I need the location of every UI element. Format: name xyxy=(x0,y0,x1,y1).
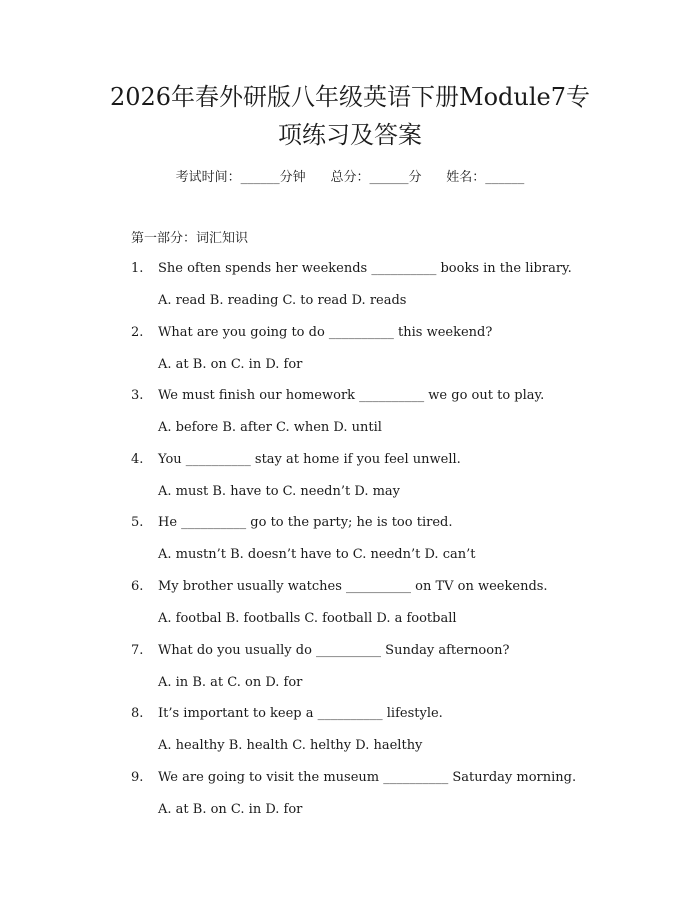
question-item xyxy=(131,322,611,386)
question-number: 8. xyxy=(131,706,144,722)
question-number: 3. xyxy=(131,388,144,404)
question-options: A. read B. reading C. to read D. reads xyxy=(158,293,407,308)
question-text: He __________ go to the party; he is too tired. xyxy=(158,515,453,531)
question-number: 4. xyxy=(131,451,144,467)
question-text-line xyxy=(131,640,509,662)
question-options: A. at B. on C. in D. for xyxy=(158,356,303,372)
question-text-line xyxy=(131,449,461,471)
question-text-line xyxy=(131,576,548,598)
question-text: We are going to visit the museum __________ Saturday morning. xyxy=(158,769,577,785)
question-text: You __________ stay at home if you feel unwell. xyxy=(158,451,461,467)
question-item xyxy=(131,767,611,831)
question-text-line xyxy=(131,512,452,534)
section-title: 第一部分：词汇知识 xyxy=(131,231,249,246)
time-label: 考试时间：______分钟 xyxy=(175,170,306,185)
question-number: 7. xyxy=(131,642,144,658)
title-line-2: 项练习及答案 xyxy=(278,121,422,149)
question-options: A. before B. after C. when D. until xyxy=(158,420,382,436)
question-number: 9. xyxy=(131,769,144,785)
question-number: 2. xyxy=(131,324,144,340)
question-text-line xyxy=(131,703,443,725)
question-number: 5. xyxy=(131,515,144,531)
question-number: 6. xyxy=(131,578,144,594)
name-label: 姓名：______ xyxy=(446,170,525,185)
document-title xyxy=(60,78,640,154)
question-item xyxy=(131,703,611,767)
question-item xyxy=(131,512,611,576)
question-item xyxy=(131,258,611,322)
question-list xyxy=(131,258,611,830)
question-text-line xyxy=(131,385,544,407)
question-item xyxy=(131,576,611,640)
question-text: What do you usually do __________ Sunday afternoon? xyxy=(158,642,510,658)
question-options: A. must B. have to C. needn’t D. may xyxy=(158,483,401,499)
question-item xyxy=(131,640,611,704)
question-text: It’s important to keep a __________ lifestyle. xyxy=(158,706,443,722)
question-options: A. healthy B. health C. helthy D. haelthy xyxy=(158,738,423,754)
question-text-line xyxy=(131,322,492,344)
question-options: A. at B. on C. in D. for xyxy=(158,801,303,817)
score-label: 总分：______分 xyxy=(330,170,422,185)
question-item xyxy=(131,449,611,513)
question-options: A. in B. at C. on D. for xyxy=(158,674,303,690)
question-text: We must finish our homework __________ we go out to play. xyxy=(158,388,545,404)
question-options: A. mustn’t B. doesn’t have to C. needn’t D. can’t xyxy=(158,547,476,563)
question-text: My brother usually watches __________ on TV on weekends. xyxy=(158,578,548,594)
question-text-line xyxy=(131,767,576,789)
question-text: What are you going to do __________ this weekend? xyxy=(158,324,493,340)
question-item xyxy=(131,385,611,449)
question-options: A. footbal B. footballs C. football D. a football xyxy=(158,610,457,626)
question-number: 1. xyxy=(131,261,144,276)
question-text-line xyxy=(131,258,572,280)
exam-meta xyxy=(0,168,700,188)
question-text: She often spends her weekends __________ books in the library. xyxy=(158,261,572,276)
title-line-1: 2026年春外研版八年级英语下册Module7专 xyxy=(109,83,591,111)
